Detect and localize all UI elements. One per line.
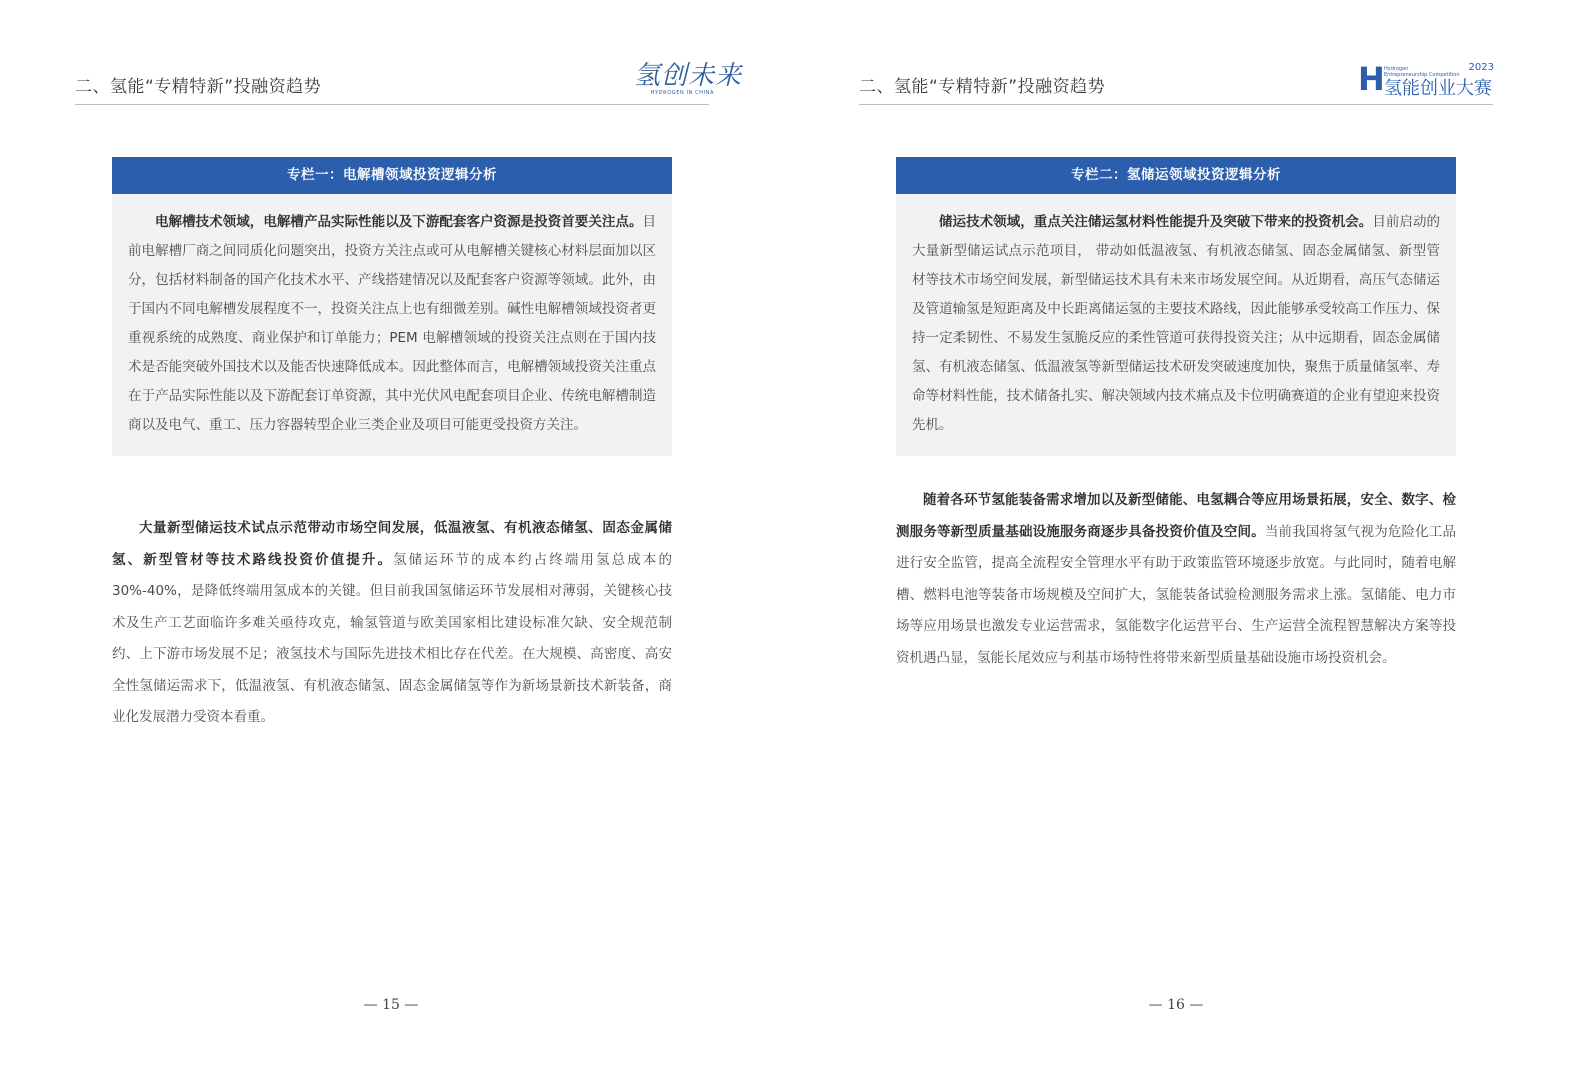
hydrogen-in-china-logo: [634, 61, 743, 100]
para-body-text: 当前我国将氢气视为危险化工品进行安全监管，提高全流程安全管理水平有助于政策监管环境逐步放宽。与此同时，随着电解槽、燃料电池等装备市场规模及空间扩大，氢能装备试验检测服务需求上涨。氢储能、电力市场等应用场景也激发专业运营需求，氢能数字化运营平台、生产运营全流程智慧解决方案等投资机遇凸显，氢能长尾效应与利基市场特性将带来新型质量基础设施市场投资机会。: [896, 523, 1457, 666]
header-divider: [75, 104, 709, 105]
h-logo-icon: H: [1358, 60, 1385, 98]
box-body: [112, 194, 672, 456]
logo-english: Hydrogen Entrepreneurship Competition: [1384, 66, 1460, 78]
page-header-title: 二、氢能“专精特新”投融资趋势: [859, 77, 1106, 97]
box-body-text: 目前启动的大量新型储运试点示范项目， 带动如低温液氢、有机液态储氢、固态金属储氢、新型管材等技术市场空间发展，新型储运技术具有未来市场发展空间。从近期看，高压气态储运及管道输氢是短距离及中长距离储运氢的主要技术路线，因此能够承受较高工作压力、保持一定柔韧性、不易发生氢脆反应的柔性管道可获得投资关注；从中远期看，固态金属储氢、有机液态储氢、低温液氢等新型储运技术研发突破速度加快，聚焦于质量储氢率、寿命等材料性能，技术储备扎实、解决领域内技术痛点及卡位明确赛道的企业有望迎来投资先机。: [912, 214, 1441, 433]
box-body-text: 目前电解槽厂商之间同质化问题突出，投资方关注点或可从电解槽关键核心材料层面加以区分，包括材料制备的国产化技术水平、产线搭建情况以及配套客户资源等领域。此外，由于国内不同电解槽发展程度不一，投资关注点上也有细微差别。碱性电解槽领域投资者更重视系统的成熟度、商业保护和订单能力；PEM 电解槽领域的投资关注点则在于国内技术是否能突破外国技术以及能否快速降低成本。因此整体而言，电解槽领域投资关注重点在于产品实际性能以及下游配套订单资源，其中光伏风电配套项目企业、传统电解槽制造商以及电气、重工、压力容器转型企业三类企业及项目可能更受投资方关注。: [128, 214, 656, 433]
logo-text: 氢创未来: [634, 61, 743, 91]
page-number: — 15 —: [363, 997, 419, 1013]
page-left: [0, 0, 793, 1077]
header-divider: [859, 104, 1493, 105]
box-title: 专栏二：氢储运领域投资逻辑分析: [896, 157, 1456, 194]
box-bold-lead: 电解槽技术领域，电解槽产品实际性能以及下游配套客户资源是投资首要关注点。: [155, 214, 643, 230]
logo-year: 2023: [1468, 62, 1494, 73]
page-right: [793, 0, 1586, 1077]
body-paragraph: [112, 513, 672, 734]
para-bold-lead: 随着各环节氢能装备需求增加以及新型储能、电氢耦合等应用场景拓展，安全、数字、检测服务等新型质量基础设施服务商逐步具备投资价值及空间。: [896, 492, 1456, 540]
sidebar-box-electrolyzer: [112, 157, 672, 456]
body-paragraph: [896, 485, 1456, 674]
logo-subtext: HYDROGEN IN CHINA: [650, 90, 714, 96]
para-body-text: 氢储运环节的成本约占终端用氢总成本的 30%-40%，是降低终端用氢成本的关键。但目前我国氢储运环节发展相对薄弱，关键核心技术及生产工艺面临许多难关亟待攻克，输氢管道与欧美国家相比建设标准欠缺、安全规范制约、上下游市场发展不足；液氢技术与国际先进技术相比存在代差。在大规模、高密度、高安全性氢储运需求下，低温液氢、有机液态储氢、固态金属储氢等作为新场景新技术新装备，商业化发展潜力受资本看重。: [112, 551, 673, 725]
box-title: 专栏一：电解槽领域投资逻辑分析: [112, 157, 672, 194]
sidebar-box-storage: [896, 157, 1456, 456]
page-number: — 16 —: [1148, 997, 1204, 1013]
hydrogen-competition-logo: [1358, 62, 1498, 100]
logo-text: 氢能创业大赛: [1384, 78, 1492, 99]
para-bold-lead: 大量新型储运技术试点示范带动市场空间发展，低温液氢、有机液态储氢、固态金属储氢、新型管材等技术路线投资价值提升。: [112, 520, 672, 568]
page-header-title: 二、氢能“专精特新”投融资趋势: [75, 77, 322, 97]
box-bold-lead: 储运技术领域，重点关注储运氢材料性能提升及突破下带来的投资机会。: [939, 214, 1373, 230]
box-body: [896, 194, 1456, 456]
